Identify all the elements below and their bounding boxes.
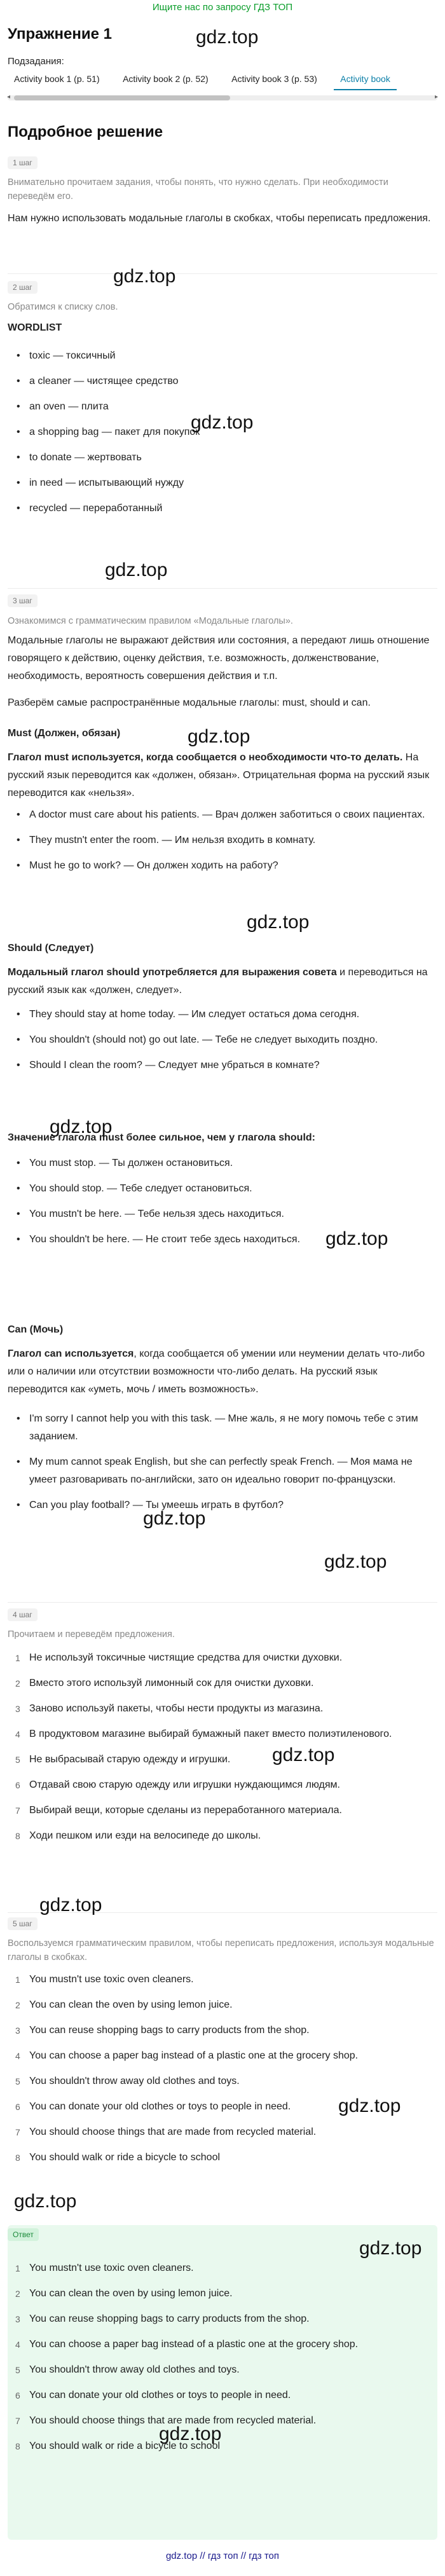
list-item: • You mustn't be here. — Тебе нельзя здесь находиться.	[8, 1205, 437, 1223]
translations-list	[8, 1649, 437, 1853]
list-item: • They should stay at home today. — Им следует остаться дома сегодня.	[8, 1006, 437, 1024]
step-1-text: Нам нужно использовать модальные глаголы в скобках, чтобы переписать предложения.	[8, 213, 431, 224]
watermark: gdz.top	[324, 1551, 387, 1572]
list-item: 4 You can choose a paper bag instead of a plastic one at the grocery shop.	[15, 2050, 359, 2061]
step-5-hint: Воспользуемся грамматическим правилом, чтобы переписать предложения, используя модальные глаголы в скобках.	[8, 1938, 434, 1963]
list-item: • an oven — плита	[8, 398, 437, 416]
list-item: 6 You can donate your old clothes or toys to people in need.	[15, 2390, 291, 2401]
modal-intro: Модальные глаголы не выражают действия или состояния, а передают лишь отношение говорящего к действию, оценку действия, т.е. возможность, долженствование, необходимость, вероятность совершения действия и т.п.	[8, 635, 430, 682]
list-item: 5 You shouldn't throw away old clothes and toys.	[15, 2364, 240, 2375]
list-item: 8 Ходи пешком или езди на велосипеде до школы.	[15, 1830, 261, 1841]
tab-activity-book-2[interactable]: Activity book 2 (p. 52)	[123, 74, 209, 84]
wordlist-heading: WORDLIST	[8, 322, 62, 333]
watermark: gdz.top	[325, 1228, 388, 1249]
divider	[8, 588, 437, 589]
tab-activity-book-1[interactable]: Activity book 1 (p. 51)	[14, 74, 100, 84]
scroll-left-icon[interactable]: ◂	[7, 93, 11, 100]
list-item: • You shouldn't be here. — Не стоит тебе здесь находиться.	[8, 1231, 437, 1249]
list-item: • a shopping bag — пакет для покупок	[8, 423, 437, 441]
solution-heading: Подробное решение	[8, 123, 163, 140]
list-item: 6 Отдавай свою старую одежду или игрушки нуждающимся людям.	[15, 1779, 340, 1790]
step-4-hint: Прочитаем и переведём предложения.	[8, 1629, 175, 1640]
watermark: gdz.top	[196, 27, 259, 48]
list-item: • You should stop. — Тебе следует остановиться.	[8, 1180, 437, 1198]
list-item: 6 You can donate your old clothes or toys to people in need.	[15, 2101, 291, 2112]
should-examples	[8, 1006, 437, 1082]
list-item: 3 You can reuse shopping bags to carry products from the shop.	[15, 2025, 310, 2036]
list-item: 1 You mustn't use toxic oven cleaners.	[15, 2263, 194, 2273]
list-item: • My mum cannot speak English, but she can perfectly speak French. — Моя мама не умеет разговаривать по-английски, зато он идеально говорит по-французски.	[8, 1453, 437, 1489]
tabs-scrollbar[interactable]	[8, 95, 437, 100]
rewritten-list	[8, 1971, 437, 2174]
watermark: gdz.top	[188, 726, 250, 747]
list-item: • to donate — жертвовать	[8, 449, 437, 467]
footer-links[interactable]: gdz.top // гдз топ // гдз топ	[165, 2551, 280, 2561]
list-item: 5 Не выбрасывай старую одежду и игрушки.	[15, 1754, 231, 1765]
list-item: 4 В продуктовом магазине выбирай бумажный пакет вместо полиэтиленового.	[15, 1729, 392, 1739]
list-item: • toxic — токсичный	[8, 347, 437, 365]
list-item: 5 You shouldn't throw away old clothes and toys.	[15, 2076, 240, 2086]
can-heading: Can (Мочь)	[8, 1324, 64, 1335]
watermark: gdz.top	[50, 1116, 113, 1137]
list-item: • They mustn't enter the room. — Им нельзя входить в комнату.	[8, 832, 437, 849]
can-rule-bold: Глагол can используется	[8, 1348, 134, 1359]
tab-activity-book-3[interactable]: Activity book 3 (p. 53)	[231, 74, 317, 84]
list-item: • A doctor must care about his patients. — Врач должен заботиться о своих пациентах.	[8, 806, 437, 824]
scroll-thumb[interactable]	[14, 95, 230, 100]
watermark: gdz.top	[272, 1744, 335, 1765]
watermark: gdz.top	[105, 559, 168, 580]
list-item: 7 You should choose things that are made from recycled material.	[15, 2415, 317, 2426]
list-item: 8 You should walk or ride a bicycle to school	[15, 2441, 221, 2451]
step-3-hint: Ознакомимся с грамматическим правилом «Модальные глаголы».	[8, 616, 293, 626]
must-heading: Must (Должен, обязан)	[8, 728, 121, 739]
can-rule-rest: , когда сообщается об умении или неумении делать что-либо или о наличии или отсутствии возможности что-либо делать. На русский язык переводится как «уметь, мочь / иметь возможность».	[8, 1348, 425, 1395]
watermark: gdz.top	[247, 912, 310, 933]
meaning-heading: Значение глагола must более сильное, чем у глагола should:	[8, 1132, 315, 1143]
watermark: gdz.top	[143, 1508, 206, 1529]
should-heading: Should (Следует)	[8, 943, 94, 954]
list-item: • recycled — переработанный	[8, 500, 437, 517]
list-item: 2 You can clean the oven by using lemon juice.	[15, 1999, 233, 2010]
subsection-tabs	[8, 71, 444, 93]
watermark: gdz.top	[14, 2191, 77, 2212]
watermark: gdz.top	[113, 266, 176, 287]
watermark: gdz.top	[338, 2095, 401, 2116]
watermark: gdz.top	[159, 2423, 222, 2444]
divider	[8, 273, 437, 274]
should-rule-rest: и переводиться на русский язык как «должен, следует».	[8, 967, 428, 996]
list-item: • I'm sorry I cannot help you with this task. — Мне жаль, я не могу помочь тебе с этим заданием.	[8, 1410, 437, 1446]
list-item: 1 Не используй токсичные чистящие средства для очистки духовки.	[15, 1652, 343, 1663]
list-item: • in need — испытывающий нужду	[8, 474, 437, 492]
list-item: 8 You should walk or ride a bicycle to school	[15, 2152, 221, 2163]
must-rule	[8, 749, 437, 802]
watermark: gdz.top	[191, 412, 254, 433]
must-rule-rest: На русский язык переводится как «должен, обязан». Отрицательная форма на русский язык переводится как «нельзя».	[8, 752, 430, 798]
list-item: • Can you play football? — Ты умеешь играть в футбол?	[8, 1497, 437, 1514]
step-4-badge: 4 шаг	[8, 1608, 38, 1621]
list-item: 3 You can reuse shopping bags to carry products from the shop.	[15, 2313, 310, 2324]
step-1-badge: 1 шаг	[8, 156, 38, 169]
scroll-right-icon[interactable]: ▸	[434, 93, 438, 100]
list-item: 4 You can choose a paper bag instead of a plastic one at the grocery shop.	[15, 2339, 359, 2350]
should-rule	[8, 964, 437, 999]
list-item: 2 You can clean the oven by using lemon juice.	[15, 2288, 233, 2299]
can-examples	[8, 1410, 437, 1522]
watermark: gdz.top	[39, 1894, 102, 1915]
list-item: • Should I clean the room? — Следует мне убраться в комнате?	[8, 1057, 437, 1074]
list-item: • You must stop. — Ты должен остановиться.	[8, 1154, 437, 1172]
page-title: Упражнение 1	[8, 25, 112, 43]
answer-list	[8, 2259, 437, 2463]
tab-activity-book-4[interactable]: Activity book	[334, 71, 397, 90]
step-1-hint: Внимательно прочитаем задания, чтобы понять, что нужно сделать. При необходимости переведём его.	[8, 177, 388, 202]
divider	[8, 1602, 437, 1603]
modal-intro-2: Разберём самые распространённые модальные глаголы: must, should и can.	[8, 697, 371, 708]
list-item: 2 Вместо этого используй лимонный сок для очистки духовки.	[15, 1678, 314, 1689]
list-item: 7 Выбирай вещи, которые сделаны из переработанного материала.	[15, 1805, 342, 1816]
subsections-label: Подзадания:	[8, 56, 64, 67]
must-examples	[8, 806, 437, 882]
list-item: 7 You should choose things that are made from recycled material.	[15, 2127, 317, 2137]
step-5-badge: 5 шаг	[8, 1917, 38, 1930]
list-item: 3 Заново используй пакеты, чтобы нести продукты из магазина.	[15, 1703, 324, 1714]
watermark: gdz.top	[359, 2238, 422, 2259]
wordlist	[8, 347, 437, 525]
list-item: 1 You mustn't use toxic oven cleaners.	[15, 1974, 194, 1985]
can-rule	[8, 1345, 437, 1399]
answer-badge: Ответ	[8, 2228, 39, 2241]
should-rule-bold: Модальный глагол should употребляется для выражения совета	[8, 967, 337, 978]
must-rule-bold: Глагол must используется, когда сообщается о необходимости что-то делать.	[8, 752, 403, 763]
step-2-badge: 2 шаг	[8, 281, 38, 294]
top-banner[interactable]: Ищите нас по запросу ГДЗ ТОП	[152, 2, 293, 13]
list-item: • a cleaner — чистящее средство	[8, 373, 437, 390]
list-item: • You shouldn't (should not) go out late. — Тебе не следует выходить поздно.	[8, 1031, 437, 1049]
step-2-hint: Обратимся к списку слов.	[8, 302, 118, 312]
step-3-badge: 3 шаг	[8, 594, 38, 607]
list-item: • Must he go to work? — Он должен ходить на работу?	[8, 857, 437, 875]
